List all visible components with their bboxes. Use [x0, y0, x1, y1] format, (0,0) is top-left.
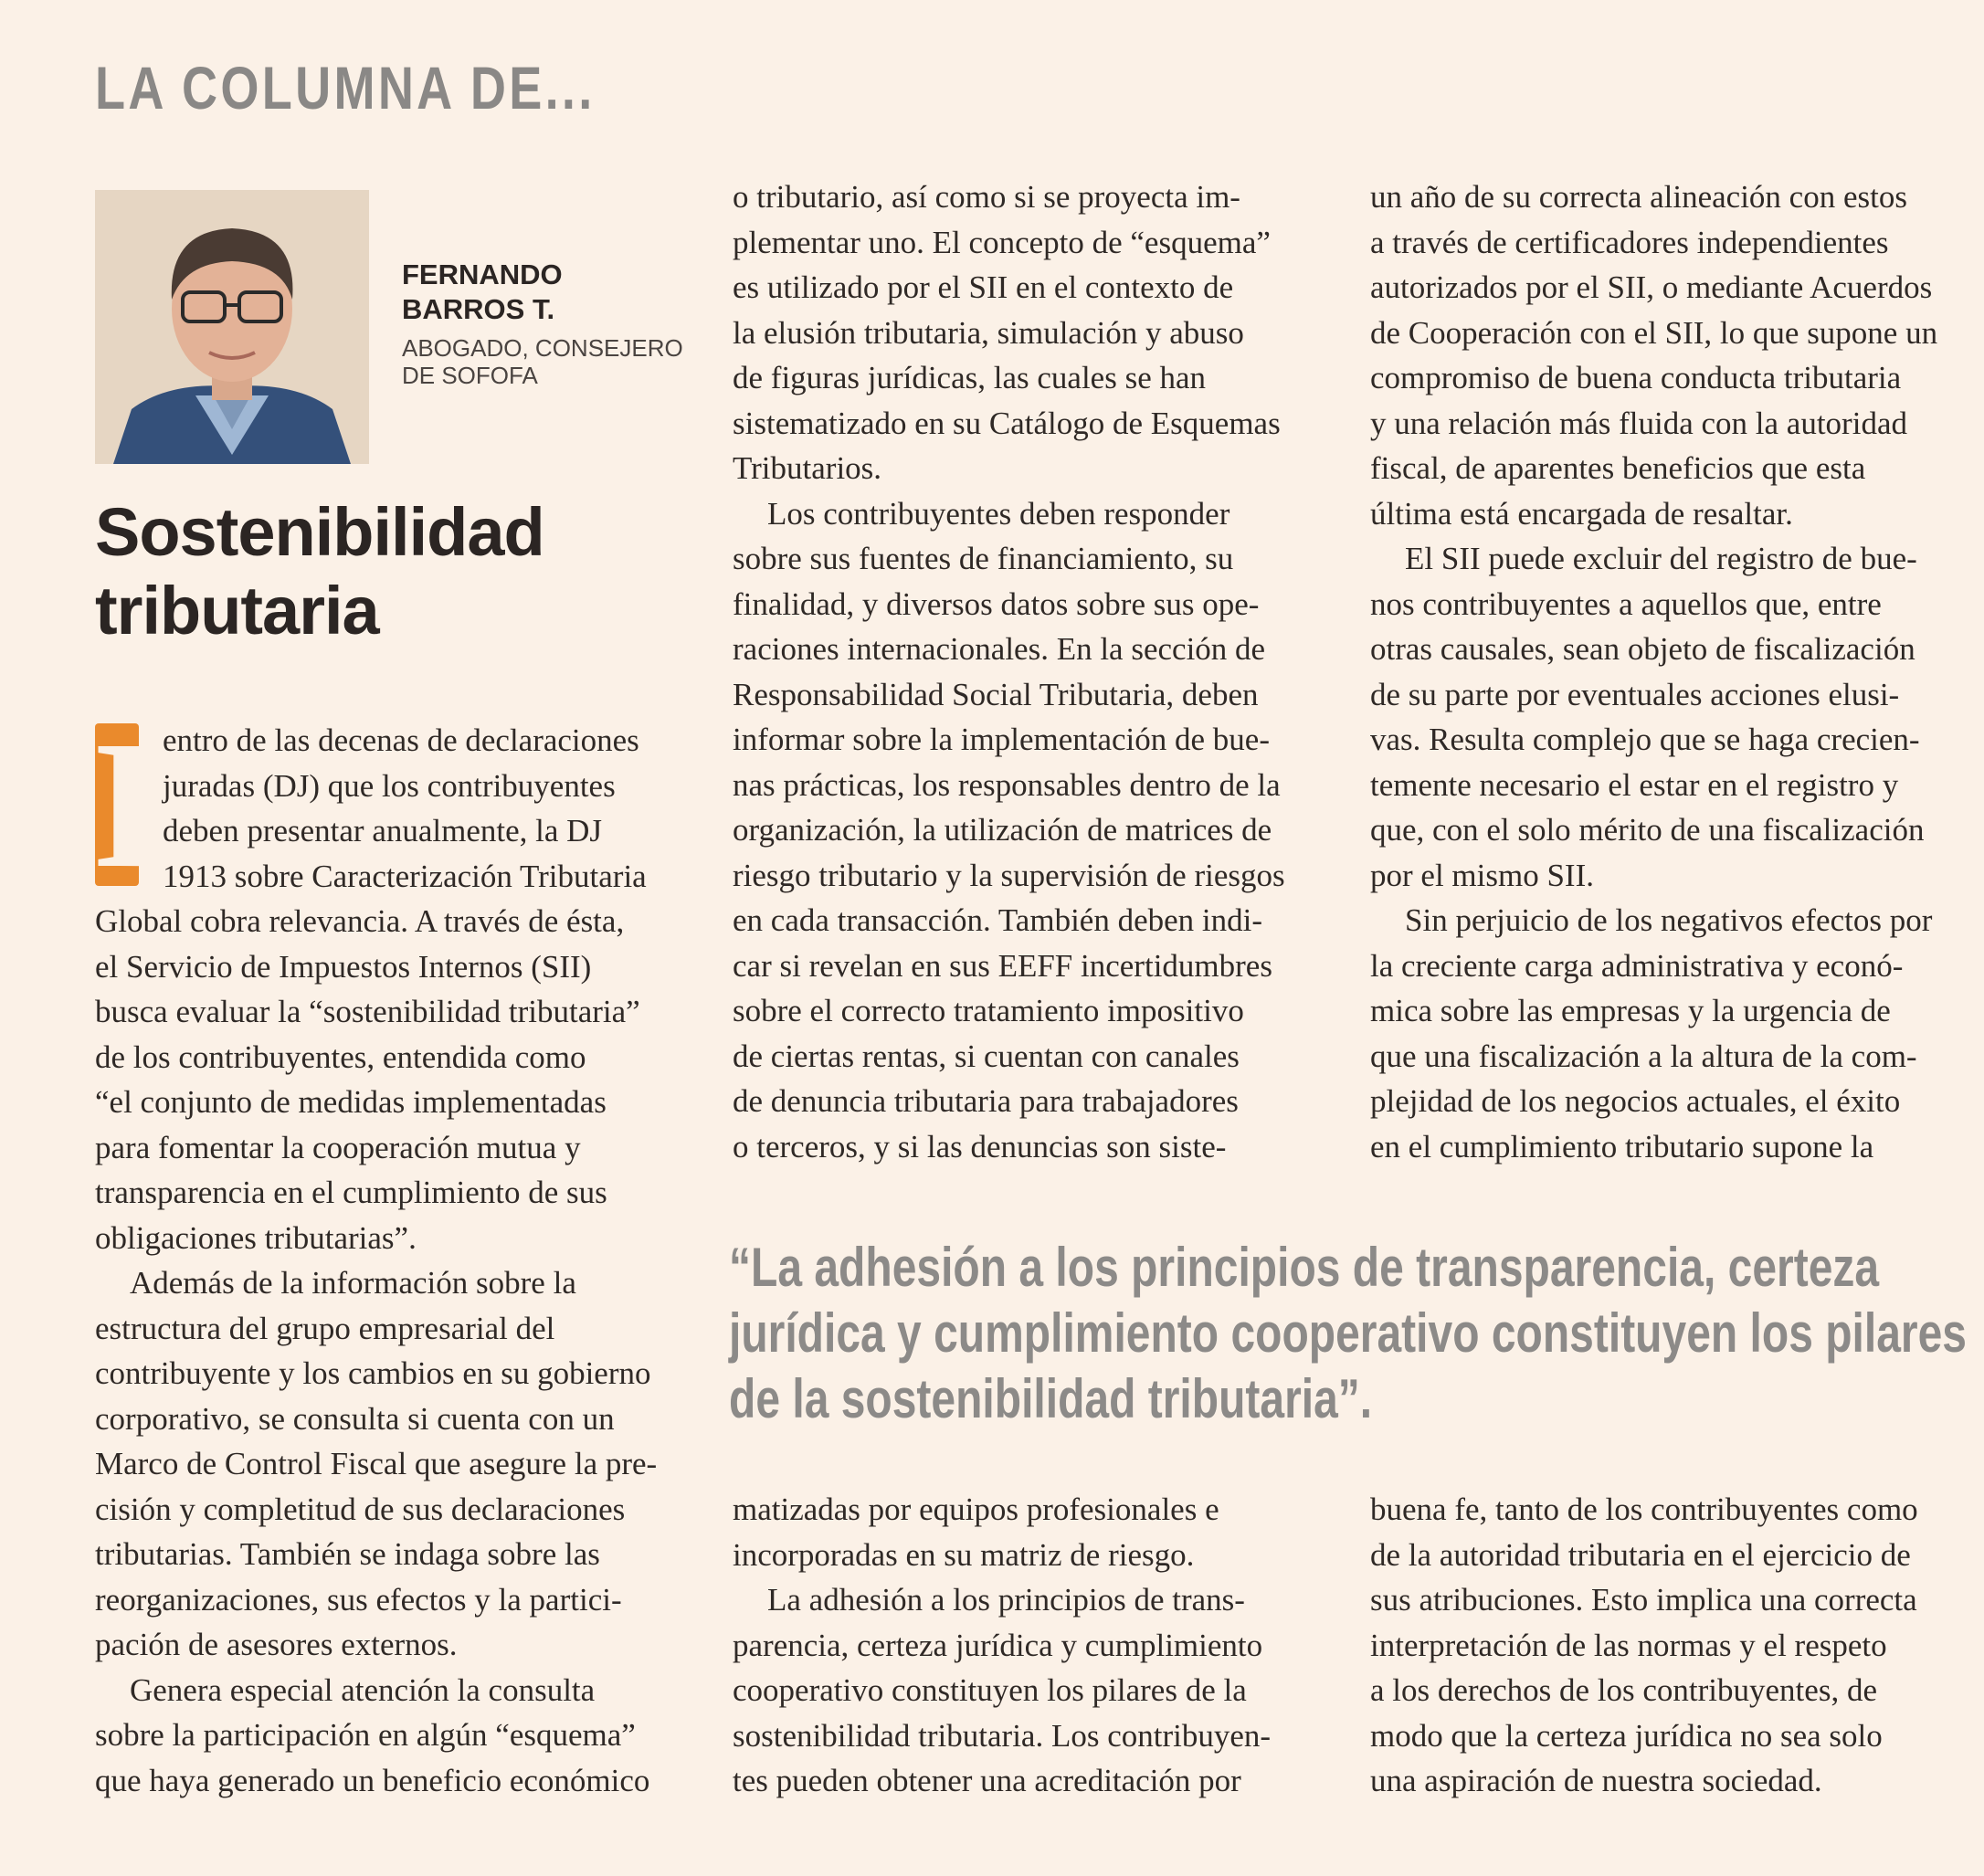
section-header: LA COLUMNA DE... — [95, 54, 596, 121]
text-line: o tributario, así como si se proyecta im- — [733, 179, 1240, 215]
text-line: compromiso de buena conducta tributaria — [1370, 360, 1902, 395]
text-line: Marco de Control Fiscal que asegure la pre- — [95, 1446, 658, 1481]
text-line: raciones internacionales. En la sección de — [733, 631, 1266, 667]
text-line: Los contribuyentes deben responder — [767, 495, 1230, 532]
body-column-3-bottom — [1370, 1487, 1973, 1804]
text-line: informar sobre la implementación de bue- — [733, 722, 1270, 757]
text-line: estructura del grupo empresarial del — [95, 1310, 555, 1346]
author-name — [402, 258, 563, 327]
text-line: Tributarios. — [733, 450, 882, 486]
text-line: contribuyente y los cambios en su gobierno — [95, 1355, 651, 1391]
text-line: por el mismo SII. — [1370, 857, 1594, 893]
text-line: es utilizado por el SII en el contexto de — [733, 269, 1234, 305]
text-line: interpretación de las normas y el respeto — [1370, 1627, 1887, 1663]
text-line: reorganizaciones, sus efectos y la partici- — [95, 1581, 622, 1618]
text-line: transparencia en el cumplimiento de sus — [95, 1175, 607, 1210]
text-line: car si revelan en sus EEFF incertidumbres — [733, 947, 1272, 984]
text-line: deben presentar anualmente, la DJ — [163, 813, 603, 848]
text-line: una aspiración de nuestra sociedad. — [1370, 1763, 1822, 1798]
text-line: incorporadas en su matriz de riesgo. — [733, 1536, 1195, 1573]
text-line: parencia, certeza jurídica y cumplimiento — [733, 1627, 1263, 1663]
text-line: riesgo tributario y la supervisión de riesgos — [733, 857, 1285, 893]
text-line: Responsabilidad Social Tributaria, deben — [733, 676, 1259, 712]
text-line: nas prácticas, los responsables dentro de la — [733, 766, 1281, 803]
text-line: sistematizado en su Catálogo de Esquemas — [733, 405, 1281, 441]
drop-cap: D — [95, 704, 227, 906]
text-line: obligaciones tributarias”. — [95, 1219, 417, 1256]
text-line: a través de certificadores independientes — [1370, 224, 1889, 260]
text-line: un año de su correcta alineación con estos — [1370, 179, 1907, 215]
text-line: sobre la participación en algún “esquema” — [95, 1717, 636, 1753]
text-line: El SII puede excluir del registro de bue- — [1405, 541, 1917, 576]
text-line: en cada transacción. También deben indi- — [733, 902, 1262, 938]
body-column-3-top — [1370, 174, 1973, 1169]
text-line: de denuncia tributaria para trabajadores — [733, 1083, 1239, 1119]
text-line: que, con el solo mérito de una fiscalización — [1370, 812, 1925, 848]
text-line: de figuras jurídicas, las cuales se han — [733, 360, 1207, 395]
text-line: organización, la utilización de matrices de — [733, 812, 1272, 848]
text-line: temente necesario el estar en el registro y — [1370, 766, 1899, 803]
text-line: la elusión tributaria, simulación y abuso — [733, 314, 1244, 351]
text-line: matizadas por equipos profesionales e — [733, 1491, 1219, 1527]
text-line: fiscal, de aparentes beneficios que esta — [1370, 450, 1866, 486]
text-line: sus atribuciones. Esto implica una correcta — [1370, 1582, 1917, 1618]
text-line: pación de asesores externos. — [95, 1627, 458, 1662]
author-role-line: ABOGADO, CONSEJERO — [402, 334, 683, 362]
text-line: cisión y completitud de sus declaraciones — [95, 1491, 626, 1527]
text-line: de la autoridad tributaria en el ejercicio de — [1370, 1536, 1911, 1573]
text-line: de su parte por eventuales acciones elusi- — [1370, 676, 1900, 712]
article-headline — [95, 493, 544, 650]
text-line: tes pueden obtener una acreditación por — [733, 1763, 1241, 1798]
text-line: última está encargada de resaltar. — [1370, 495, 1793, 532]
text-line: finalidad, y diversos datos sobre sus ope- — [733, 585, 1260, 622]
text-line: el Servicio de Impuestos Internos (SII) — [95, 948, 592, 985]
text-line: y una relación más fluida con la autoridad — [1370, 405, 1907, 441]
text-line: sobre el correcto tratamiento impositivo — [733, 993, 1244, 1028]
pull-quote-line: “La adhesión a los principios de transparencia, certeza — [729, 1237, 1880, 1298]
text-line: de los contribuyentes, entendida como — [95, 1038, 586, 1075]
text-line: tributarias. También se indaga sobre las — [95, 1536, 600, 1572]
text-line: la creciente carga administrativa y econó- — [1370, 947, 1904, 984]
text-line: para fomentar la cooperación mutua y — [95, 1129, 581, 1165]
text-line: nos contribuyentes a aquellos que, entre — [1370, 585, 1882, 622]
pull-quote-line: jurídica y cumplimiento cooperativo constituyen los pilares — [729, 1302, 1967, 1364]
text-line: Global cobra relevancia. A través de ésta, — [95, 903, 625, 939]
text-line: juradas (DJ) que los contribuyentes — [163, 767, 616, 804]
author-photo — [95, 190, 369, 464]
text-line: 1913 sobre Caracterización Tributaria — [163, 858, 647, 894]
text-line: que una fiscalización a la altura de la com- — [1370, 1038, 1917, 1074]
text-line: modo que la certeza jurídica no sea solo — [1370, 1717, 1883, 1754]
text-line: que haya generado un beneficio económico — [95, 1762, 650, 1798]
body-column-1 — [95, 704, 689, 1803]
text-line: vas. Resulta complejo que se haga crecien- — [1370, 722, 1920, 757]
text-line: entro de las decenas de declaraciones — [163, 722, 639, 758]
text-line: plejidad de los negocios actuales, el éxito — [1370, 1083, 1901, 1119]
text-line: o terceros, y si las denuncias son siste- — [733, 1128, 1227, 1165]
text-line: otras causales, sean objeto de fiscalización — [1370, 631, 1915, 667]
text-line: de Cooperación con el SII, lo que supone un — [1370, 314, 1938, 351]
author-name-line: BARROS T. — [402, 293, 555, 325]
author-portrait-illustration — [95, 190, 369, 464]
author-role-line: DE SOFOFA — [402, 362, 538, 389]
text-line: La adhesión a los principios de trans- — [767, 1582, 1245, 1618]
text-line: mica sobre las empresas y la urgencia de — [1370, 993, 1891, 1028]
body-column-2-top — [733, 174, 1335, 1169]
headline-line: Sostenibilidad — [95, 494, 544, 570]
pull-quote — [729, 1235, 1967, 1432]
text-line: sostenibilidad tributaria. Los contribuyen- — [733, 1717, 1272, 1754]
author-name-line: FERNANDO — [402, 258, 563, 290]
author-role — [402, 334, 683, 389]
text-line: “el conjunto de medidas implementadas — [95, 1084, 607, 1120]
text-line: Además de la información sobre la — [130, 1265, 576, 1301]
text-line: cooperativo constituyen los pilares de la — [733, 1672, 1247, 1708]
text-line: Genera especial atención la consulta — [130, 1671, 596, 1708]
text-line: Sin perjuicio de los negativos efectos por — [1405, 902, 1933, 938]
text-line: buena fe, tanto de los contribuyentes como — [1370, 1491, 1918, 1527]
text-line: corporativo, se consulta si cuenta con un — [95, 1400, 615, 1437]
text-line: en el cumplimiento tributario supone la — [1370, 1128, 1874, 1165]
text-line: a los derechos de los contribuyentes, de — [1370, 1672, 1877, 1708]
text-line: sobre sus fuentes de financiamiento, su — [733, 541, 1234, 576]
text-line: plementar uno. El concepto de “esquema” — [733, 224, 1271, 260]
body-column-2-bottom — [733, 1487, 1335, 1804]
text-line: de ciertas rentas, si cuentan con canales — [733, 1038, 1240, 1074]
text-line: autorizados por el SII, o mediante Acuerdos — [1370, 269, 1933, 305]
pull-quote-line: de la sostenibilidad tributaria”. — [729, 1368, 1373, 1429]
headline-line: tributaria — [95, 573, 379, 648]
text-line: busca evaluar la “sostenibilidad tributaria” — [95, 994, 640, 1029]
